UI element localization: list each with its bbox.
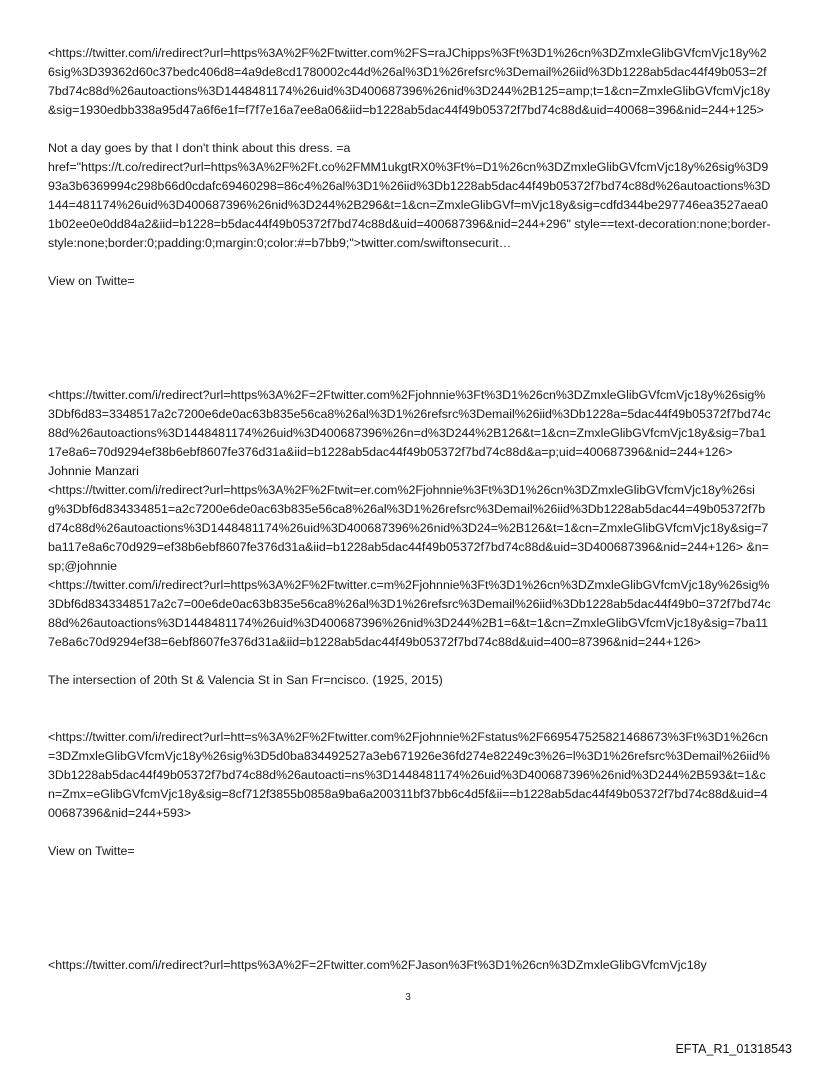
redirect-url-block: <https://twitter.com/i/redirect?url=https%3A%2F=2Ftwitter.com%2FJason%3Ft%3D1%26cn%3DZmxleGlibGVfcmVjc18y xyxy=(48,958,707,972)
html-anchor-fragment: href="https://t.co/redirect?url=https%3A%2F%2Ft.co%2FMM1ukgtRX0%3Ft%=D1%26cn%3DZmxleGlibGVfcmVjc18y%26sig%3D993a3b6369994c298b66d0cdafc69460298=86c4%26al%3D1%26iid%3Db1228ab5dac44f49b05372f7bd74c88d%26autoactions%3D144=481174%26uid%3D400687396%26nid%3D244%2B296&t=1&cn=ZmxleGlibGVf=mVjc18y&sig=cdfd344be297746ea3527aea01b02ee0e0dd84a2&iid=b1228=b5dac44f49b05372f7bd74c88d&uid=400687396&nid=244+296" style==text-decoration:none;border-style:none;border:0;padding:0;margin:0;color:#=b7bb9;">twitter.com/swiftonsecurit… xyxy=(48,160,771,250)
tweet-text: Not a day goes by that I don't think about this dress. =a xyxy=(48,141,351,155)
email-body xyxy=(48,44,802,975)
redirect-url-block: <https://twitter.com/i/redirect?url=https%3A%2F%2Ftwitter.c=m%2Fjohnnie%3Ft%3D1%26cn%3DZmxleGlibGVfcmVjc18y%26sig%3Dbf6d8343348517a2c7=00e6de0ac63b835e56ca8%26al%3D1%26refsrc%3Demail%26iid%3Db1228ab5dac44f49b0=372f7bd74c88d%26autoactions%3D1448481174%26uid%3D400687396%26nid%3D244%2B1=6&t=1&cn=ZmxleGlibGVfcmVjc18y&sig=7ba117e8a6c70d9294ef38=6ebf8607fe376d31a&iid=b1228ab5dac44f49b05372f7bd74c88d&uid=400=87396&nid=244+126> xyxy=(48,578,771,649)
redirect-url-block: <https://twitter.com/i/redirect?url=https%3A%2F%2Ftwitter.com%2FS=raJChipps%3Ft%3D1%26cn%3DZmxleGlibGVfcmVjc18y%26sig%3D39362d60c37bedc406d8=4a9de8cd1780002c44d%26al%3D1%26refsrc%3Demail%26iid%3Db1228ab5dac44f49b053=2f7bd74c88d%26autoactions%3D1448481174%26uid%3D400687396%26nid%3D244%2B125=amp;t=1&cn=ZmxleGlibGVfcmVjc18y&sig=1930edbb338a95d47a6f6e1f=f7f7e16a7ee8a06&iid=b1228ab5dac44f49b05372f7bd74c88d&uid=40068=396&nid=244+125> xyxy=(48,46,771,117)
view-on-twitter-text: View on Twitte= xyxy=(48,274,135,288)
tweet-text: The intersection of 20th St & Valencia St in San Fr=ncisco. (1925, 2015) xyxy=(48,673,443,687)
redirect-url-block: <https://twitter.com/i/redirect?url=https%3A%2F=2Ftwitter.com%2Fjohnnie%3Ft%3D1%26cn%3DZmxleGlibGVfcmVjc18y%26sig%3Dbf6d83=3348517a2c7200e6de0ac63b835e56ca8%26al%3D1%26refsrc%3Demail%26iid%3Db1228a=5dac44f49b05372f7bd74c88d%26autoactions%3D1448481174%26uid%3D400687396%26n=d%3D244%2B126&t=1&cn=ZmxleGlibGVfcmVjc18y&sig=7ba117e8a6=70d9294ef38b6ebf8607fe376d31a&iid=b1228ab5dac44f49b05372f7bd74c88d&a=p;uid=400687396&nid=244+126> Johnnie Manzari xyxy=(48,388,802,478)
document-id-stamp: EFTA_R1_01318543 xyxy=(675,1042,792,1056)
page-number: 3 xyxy=(405,992,411,1003)
redirect-url-block: <https://twitter.com/i/redirect?url=htt=s%3A%2F%2Ftwitter.com%2Fjohnnie%2Fstatus%2F669547525821468673%3Ft%3D1%26cn=3DZmxleGlibGVfcmVjc18y%26sig%3D5d0ba834492527a3eb671926e36fd274e82249c3%26=l%3D1%26refsrc%3Demail%26iid%3Db1228ab5dac44f49b05372f7bd74c88d%26autoacti=ns%3D1448481174%26uid%3D400687396%26nid%3D244%2B593&t=1&cn=Zmx=eGlibGVfcmVjc18y&sig=8cf712f3855b0858a9ba6a200311bf37bb6c4d5f&ii==b1228ab5dac44f49b05372f7bd74c88d&uid=400687396&nid=244+593> xyxy=(48,730,770,820)
view-on-twitter-text: View on Twitte= xyxy=(48,844,135,858)
redirect-url-block: <https://twitter.com/i/redirect?url=https%3A%2F%2Ftwit=er.com%2Fjohnnie%3Ft%3D1%26cn%3DZmxleGlibGVfcmVjc18y%26sig%3Dbf6d834334851=a2c7200e6de0ac63b835e56ca8%26al%3D1%26refsrc%3Demail%26iid%3Db1228ab5dac44=49b05372f7bd74c88d%26autoactions%3D1448481174%26uid%3D400687396%26nid%3D24=%2B126&t=1&cn=ZmxleGlibGVfcmVjc18y&sig=7ba117e8a6c70d929=ef38b6ebf8607fe376d31a&iid=b1228ab5dac44f49b05372f7bd74c88d&uid=3D400687396&nid=244+126> &n=sp;@johnnie xyxy=(48,483,769,573)
